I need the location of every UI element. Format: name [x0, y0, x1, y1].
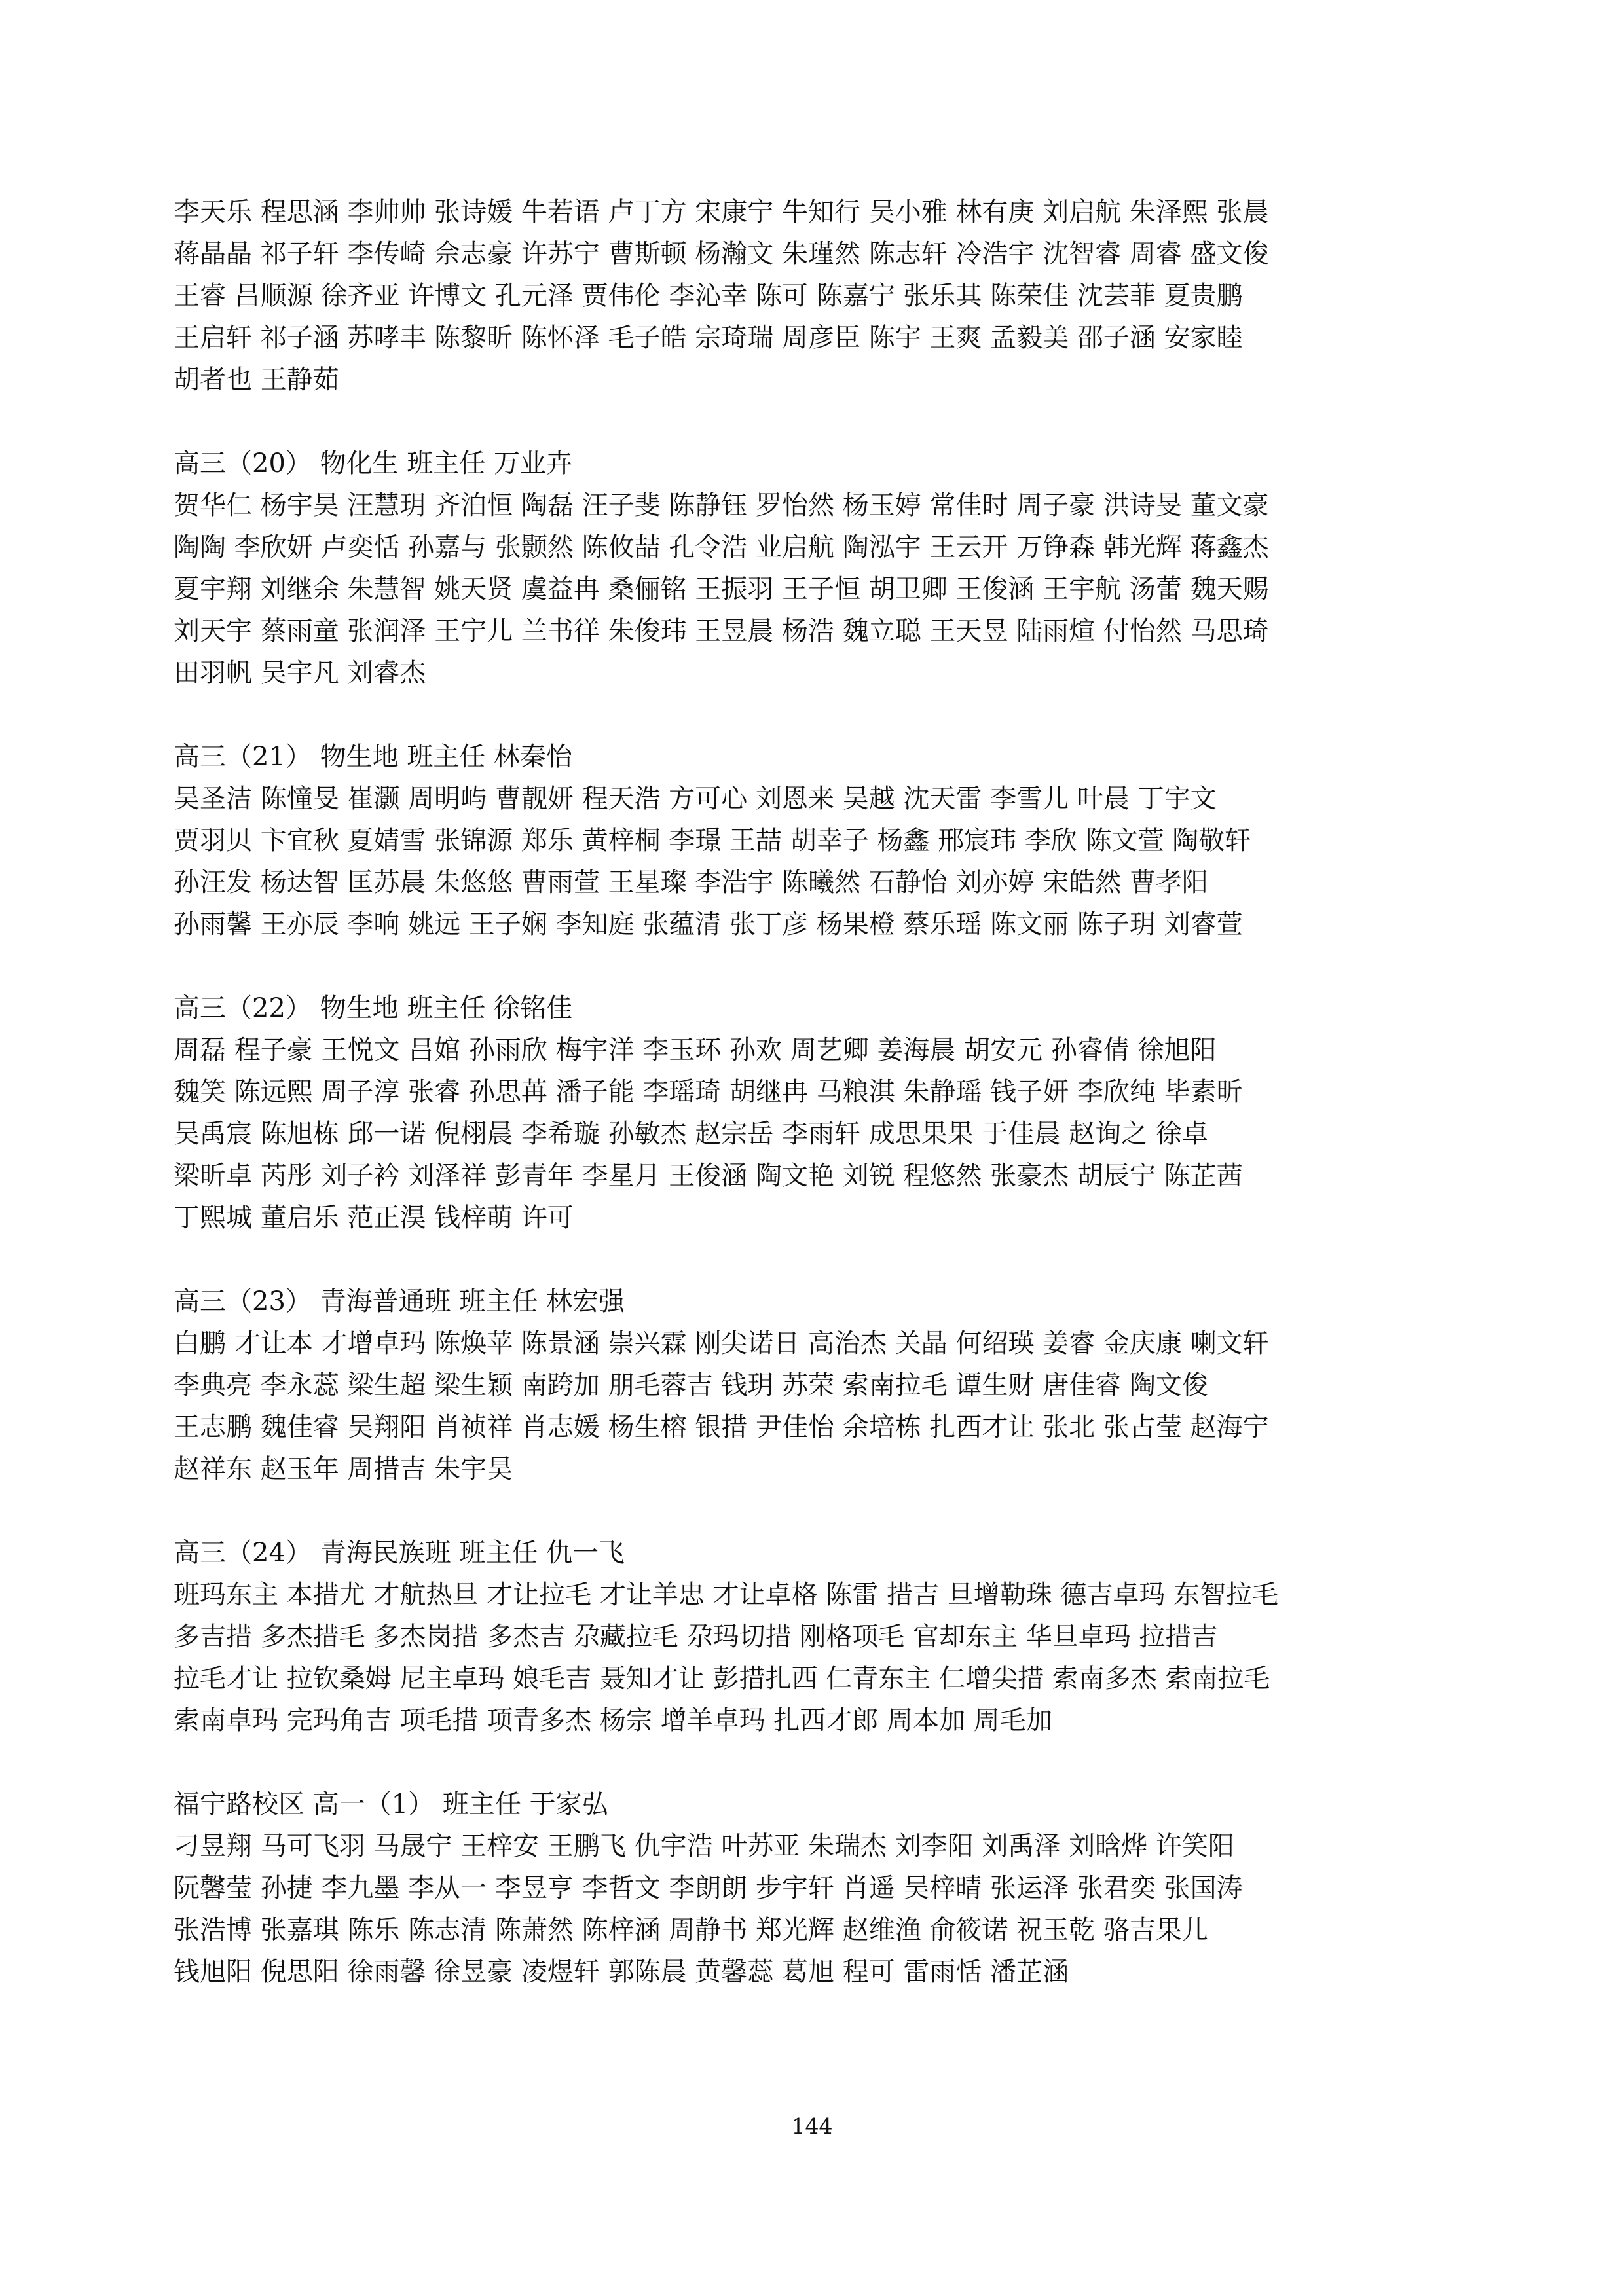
class-header: 高三（21） 物生地 班主任 林秦怡 [174, 742, 573, 772]
name-line: 王志鹏 魏佳睿 吴翔阳 肖祯祥 肖志媛 杨生榕 银措 尹佳怡 余培栋 扎西才让 张北 张占莹 赵海宁 [174, 1412, 1269, 1442]
name-line: 田羽帆 吴宇凡 刘睿杰 [174, 658, 426, 688]
name-line: 多吉措 多杰措毛 多杰岗措 多杰吉 尕藏拉毛 尕玛切措 刚格项毛 官却东主 华旦卓玛 拉措吉 [174, 1622, 1218, 1652]
name-line: 阮馨莹 孙捷 李九墨 李从一 李昱亨 李哲文 李朗朗 步宇轩 肖遥 吴梓晴 张运泽 张君奕 张国涛 [174, 1873, 1243, 1903]
name-line: 赵祥东 赵玉年 周措吉 朱宇昊 [174, 1454, 513, 1484]
class-section-20 [174, 443, 1457, 694]
name-line: 李典亮 李永蕊 梁生超 梁生颖 南跨加 朋毛蓉吉 钱玥 苏荣 索南拉毛 谭生财 唐佳睿 陶文俊 [174, 1370, 1208, 1400]
name-line: 吴圣洁 陈憧旻 崔灏 周明屿 曹靓妍 程天浩 方可心 刘恩来 吴越 沈天雷 李雪儿 叶晨 丁宇文 [174, 784, 1217, 814]
name-line: 丁熙城 董启乐 范正淏 钱梓萌 许可 [174, 1203, 574, 1233]
name-line: 王睿 吕顺源 徐齐亚 许博文 孔元泽 贾伟伦 李沁幸 陈可 陈嘉宁 张乐其 陈荣佳 沈芸菲 夏贵鹏 [174, 281, 1243, 311]
name-line: 孙雨馨 王亦辰 李响 姚远 王子娴 李知庭 张蕴清 张丁彦 杨果橙 蔡乐瑶 陈文丽 陈子玥 刘睿萱 [174, 909, 1243, 939]
name-list-continued [174, 191, 1457, 401]
name-line: 蒋晶晶 祁子轩 李传崎 佘志豪 许苏宁 曹斯顿 杨瀚文 朱瑾然 陈志轩 冷浩宇 沈智睿 周睿 盛文俊 [174, 239, 1269, 269]
name-line: 孙汪发 杨达智 匡苏晨 朱悠悠 曹雨萱 王星璨 李浩宇 陈曦然 石静怡 刘亦婷 宋皓然 曹孝阳 [174, 867, 1208, 898]
class-header: 高三（20） 物化生 班主任 万业卉 [174, 448, 573, 479]
class-section-22 [174, 987, 1457, 1239]
name-line: 胡者也 王静茹 [174, 365, 339, 395]
class-header: 高三（23） 青海普通班 班主任 林宏强 [174, 1286, 625, 1317]
name-line: 李天乐 程思涵 李帅帅 张诗媛 牛若语 卢丁方 宋康宁 牛知行 吴小雅 林有庚 刘启航 朱泽熙 张晨 [174, 197, 1269, 227]
name-line: 索南卓玛 完玛角吉 项毛措 项青多杰 杨宗 增羊卓玛 扎西才郎 周本加 周毛加 [174, 1705, 1052, 1736]
name-line: 周磊 程子豪 王悦文 吕婠 孙雨欣 梅宇洋 李玉环 孙欢 周艺卿 姜海晨 胡安元 孙睿倩 徐旭阳 [174, 1035, 1217, 1065]
name-line: 白鹏 才让本 才增卓玛 陈焕苹 陈景涵 崇兴霖 刚尖诺日 高治杰 关晶 何绍瑛 姜睿 金庆康 喇文轩 [174, 1328, 1269, 1358]
name-line: 吴禹宸 陈旭栋 邱一诺 倪栩晨 李希璇 孙敏杰 赵宗岳 李雨轩 成思果果 于佳晨 赵询之 徐卓 [174, 1119, 1208, 1149]
class-section-funing-1 [174, 1783, 1457, 1993]
page-content [174, 191, 1457, 1993]
name-line: 魏笑 陈远熙 周子淳 张睿 孙思苒 潘子能 李瑶琦 胡继冉 马粮淇 朱静瑶 钱子妍 李欣纯 毕素昕 [174, 1077, 1243, 1107]
class-section-21 [174, 736, 1457, 945]
name-line: 张浩博 张嘉琪 陈乐 陈志清 陈萧然 陈梓涵 周静书 郑光辉 赵维渔 俞筱诺 祝玉乾 骆吉果儿 [174, 1915, 1208, 1945]
name-line: 梁昕卓 芮彤 刘子衿 刘泽祥 彭青年 李星月 王俊涵 陶文艳 刘锐 程悠然 张豪杰 胡辰宁 陈芷茜 [174, 1161, 1243, 1191]
name-line: 王启轩 祁子涵 苏哮丰 陈黎昕 陈怀泽 毛子皓 宗琦瑞 周彦臣 陈宇 王爽 孟毅美 邵子涵 安家睦 [174, 323, 1243, 353]
class-section-23 [174, 1281, 1457, 1490]
name-line: 钱旭阳 倪思阳 徐雨馨 徐昱豪 凌煜轩 郭陈晨 黄馨蕊 葛旭 程可 雷雨恬 潘芷涵 [174, 1957, 1069, 1987]
class-header: 高三（22） 物生地 班主任 徐铭佳 [174, 993, 573, 1023]
name-line: 夏宇翔 刘继余 朱慧智 姚天贤 虞益冉 桑俪铭 王振羽 王子恒 胡卫卿 王俊涵 王宇航 汤蕾 魏天赐 [174, 574, 1269, 604]
name-line: 刘天宇 蔡雨童 张润泽 王宁儿 兰书徉 朱俊玮 王昱晨 杨浩 魏立聪 王天昱 陆雨煊 付怡然 马思琦 [174, 616, 1269, 646]
name-line: 班玛东主 本措尤 才航热旦 才让拉毛 才让羊忠 才让卓格 陈雷 措吉 旦增勒珠 德吉卓玛 东智拉毛 [174, 1580, 1279, 1610]
name-line: 拉毛才让 拉钦桑姆 尼主卓玛 娘毛吉 聂知才让 彭措扎西 仁青东主 仁增尖措 索南多杰 索南拉毛 [174, 1664, 1270, 1694]
name-line: 刁昱翔 马可飞羽 马晟宁 王梓安 王鹏飞 仇宇浩 叶苏亚 朱瑞杰 刘李阳 刘禹泽 刘晗烨 许笑阳 [174, 1831, 1234, 1861]
class-header: 福宁路校区 高一（1） 班主任 于家弘 [174, 1789, 608, 1819]
name-line: 陶陶 李欣妍 卢奕恬 孙嘉与 张颢然 陈攸喆 孔令浩 业启航 陶泓宇 王云开 万铮森 韩光辉 蒋鑫杰 [174, 532, 1269, 562]
name-line: 贺华仁 杨宇昊 汪慧玥 齐泊恒 陶磊 汪子斐 陈静钰 罗怡然 杨玉婷 常佳时 周子豪 洪诗旻 董文豪 [174, 490, 1269, 520]
class-section-24 [174, 1532, 1457, 1741]
name-line: 贾羽贝 卞宜秋 夏婧雪 张锦源 郑乐 黄梓桐 李璟 王喆 胡幸子 杨鑫 邢宸玮 李欣 陈文萱 陶敬轩 [174, 826, 1251, 856]
class-header: 高三（24） 青海民族班 班主任 仇一飞 [174, 1538, 625, 1568]
page-number: 144 [791, 2113, 833, 2139]
